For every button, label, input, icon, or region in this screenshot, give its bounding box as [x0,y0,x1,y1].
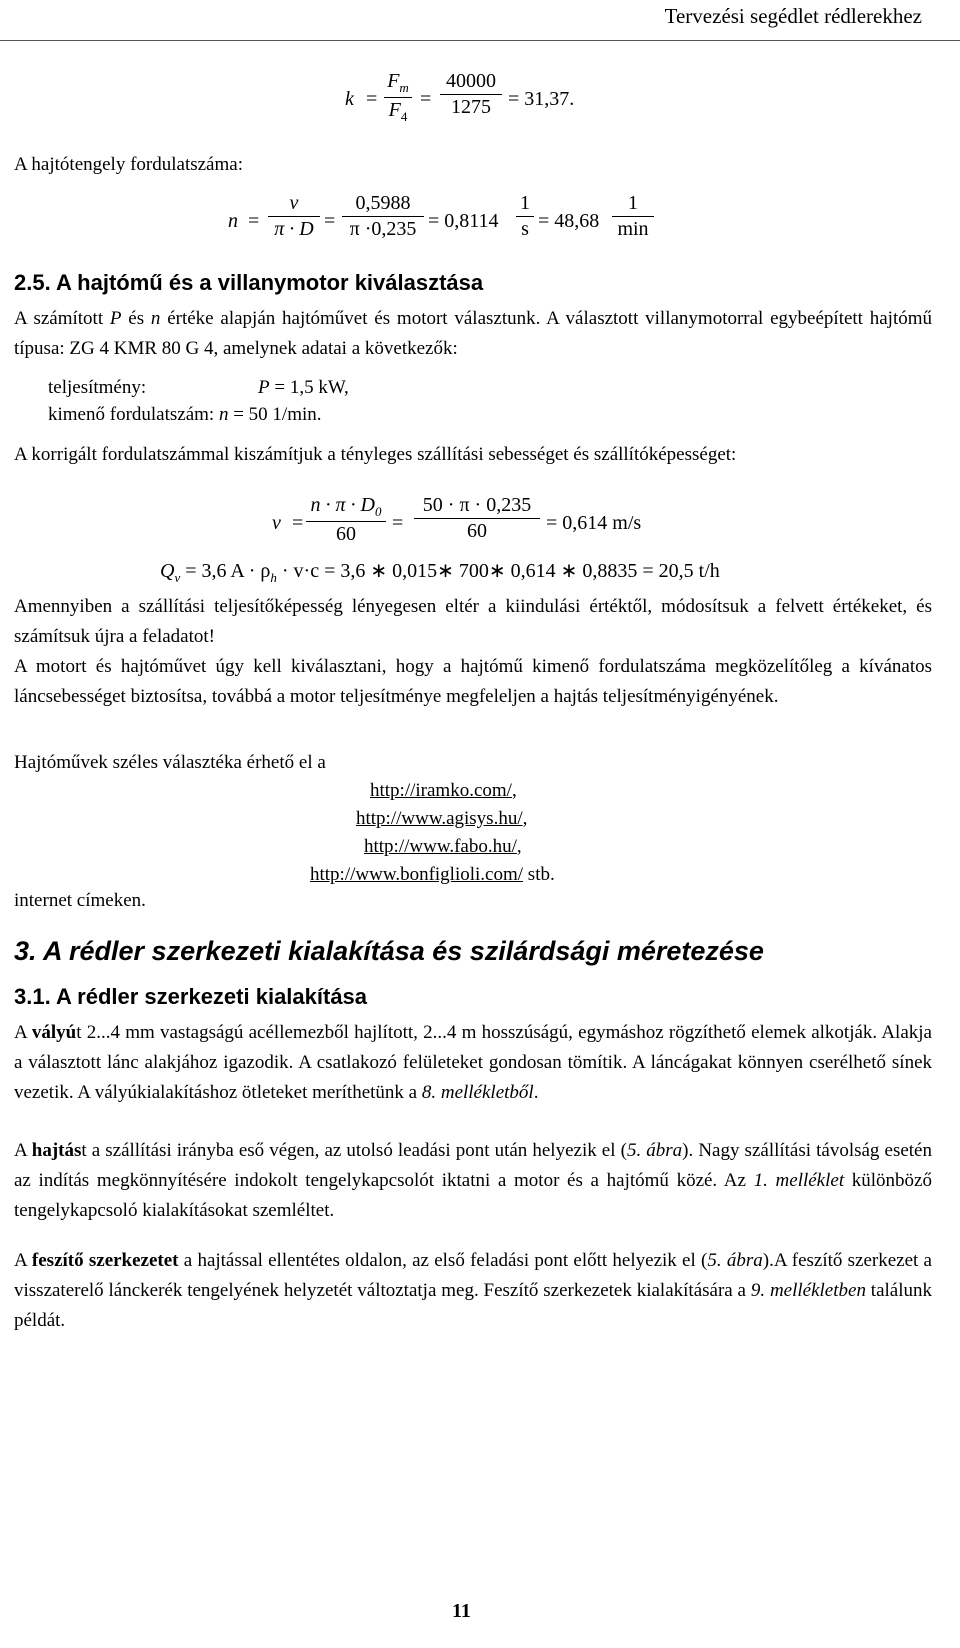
eq-n-frac1: v π · D [268,192,320,241]
eq-n-lhs: n [228,210,238,232]
paragraph-3: Amennyiben a szállítási teljesítőképesség lényegesen eltér a kiindulási értéktől, módosítsuk a felvett értékeket, és számítsuk újra a feladatot! [14,596,932,647]
eq-n-frac4: 1 min [612,192,654,241]
spec-speed: kimenő fordulatszám: n = 50 1/min. [48,404,322,425]
paragraph-4: A motort és hajtóművet úgy kell kiválasztani, hogy a hajtómű kimenő fordulatszáma megközelítőleg a kívánatos láncsebességet biztosítsa, továbbá a motor teljesítménye megfeleljen a hajtás teljesítményigényének. [14,656,932,707]
running-header: Tervezési segédlet rédlerekhez [664,4,922,28]
link-iramko-line: http://iramko.com/, [370,780,517,801]
header-rule [0,40,960,41]
paragraph-7: A hajtást a szállítási irányba eső végen, az utolsó leadási pont után helyezik el (5. ábra). Nagy szállítási távolság esetén az indítás megkönnyítésére indokolt tengelykapcsolót iktatni a motor és a hajtómű közé. Az 1. melléklet különböző tengelykapcsoló kialakításokat szemléltet. [14,1140,932,1221]
eq-v-result: = 0,614 m/s [546,512,642,534]
eq-k-frac1: $F_m$ $F_4$ [384,70,412,125]
link-bonfiglioli-line: http://www.bonfiglioli.com/ stb. [310,864,555,885]
link-agisys-line: http://www.agisys.hu/, [356,808,528,829]
link-agisys[interactable]: http://www.agisys.hu/ [356,808,523,829]
eq-k-result: = 31,37. [508,88,575,110]
paragraph-5: Hajtóművek széles választéka érhető el a [14,752,326,773]
eq-n-mid: = 0,8114 [428,210,499,232]
link-fabo[interactable]: http://www.fabo.hu/ [364,836,517,857]
link-iramko[interactable]: http://iramko.com/ [370,780,512,801]
eq-n-mid2: = 48,68 [538,210,600,232]
eq-k-equals: = [366,88,378,110]
section-2-5-title: 2.5. A hajtómű és a villanymotor kiválasztása [14,270,484,295]
paragraph-8: A feszítő szerkezetet a hajtással ellentétes oldalon, az első feladási pont előtt helyezik el (5. ábra).A feszítő szerkezet a visszaterelő lánckerék tengelyének helyzetét változtatja meg. Feszítő szerkezetek kialakítására a 9. mellékletben találunk példát. [14,1250,933,1331]
section-3-title: 3. A rédler szerkezeti kialakítása és szilárdsági méretezése [14,936,764,966]
eq-k-frac2: 40000 1275 [440,70,502,119]
eq-v-frac1: $n \cdot \pi \cdot D_0$ 60 [306,494,386,546]
eq-n-frac3: 1 s [516,192,534,241]
eq-v-lhs: v [272,512,281,534]
eq-v-frac2: 50 · π · 0,235 60 [414,494,540,543]
paragraph-5-end: internet címeken. [14,890,146,911]
paragraph-2: A korrigált fordulatszámmal kiszámítjuk a tényleges szállítási sebességet és szállítóképességet: [14,444,737,465]
paragraph-1: A számított P és n értéke alapján hajtóművet és motort választunk. A választott villanymotorral egybeépített hajtómű típusa: ZG 4 KMR 80 G 4, amelynek adatai a következők: [14,308,933,359]
equation-q: $Q_v = 3,6$ $A \cdot \rho_h \cdot v\cdot c = 3,6$ ∗ 0,015∗ 700∗ 0,614 ∗ 0,8835 = 20,5 t/h [160,560,720,585]
paragraph-6: A vályút 2...4 mm vastagságú acéllemezből hajlított, 2...4 m hosszúságú, egymáshoz rögzíthető elemek alkotják. Alakja a választott lánc alakjához igazodik. A csatlakozó felületeket gondosan tömítik. A láncágakat könnyen cserélhető sínek vezetik. A vályúkialakításhoz ötleteket meríthetünk a 8. mellékletből. [14,1022,932,1103]
section-3-1-title: 3.1. A rédler szerkezeti kialakítása [14,984,368,1009]
page-number: 11 [452,1600,471,1622]
eq-k-lhs: k [345,88,354,110]
spec-power-value: P = 1,5 kW, [258,377,349,398]
link-bonfiglioli[interactable]: http://www.bonfiglioli.com/ [310,864,524,885]
link-fabo-line: http://www.fabo.hu/, [364,836,522,857]
eq-n-frac2: 0,5988 π ·0,235 [342,192,424,241]
spec-power: teljesítmény: [48,377,147,398]
label-hajtotengely: A hajtótengely fordulatszáma: [14,154,243,175]
